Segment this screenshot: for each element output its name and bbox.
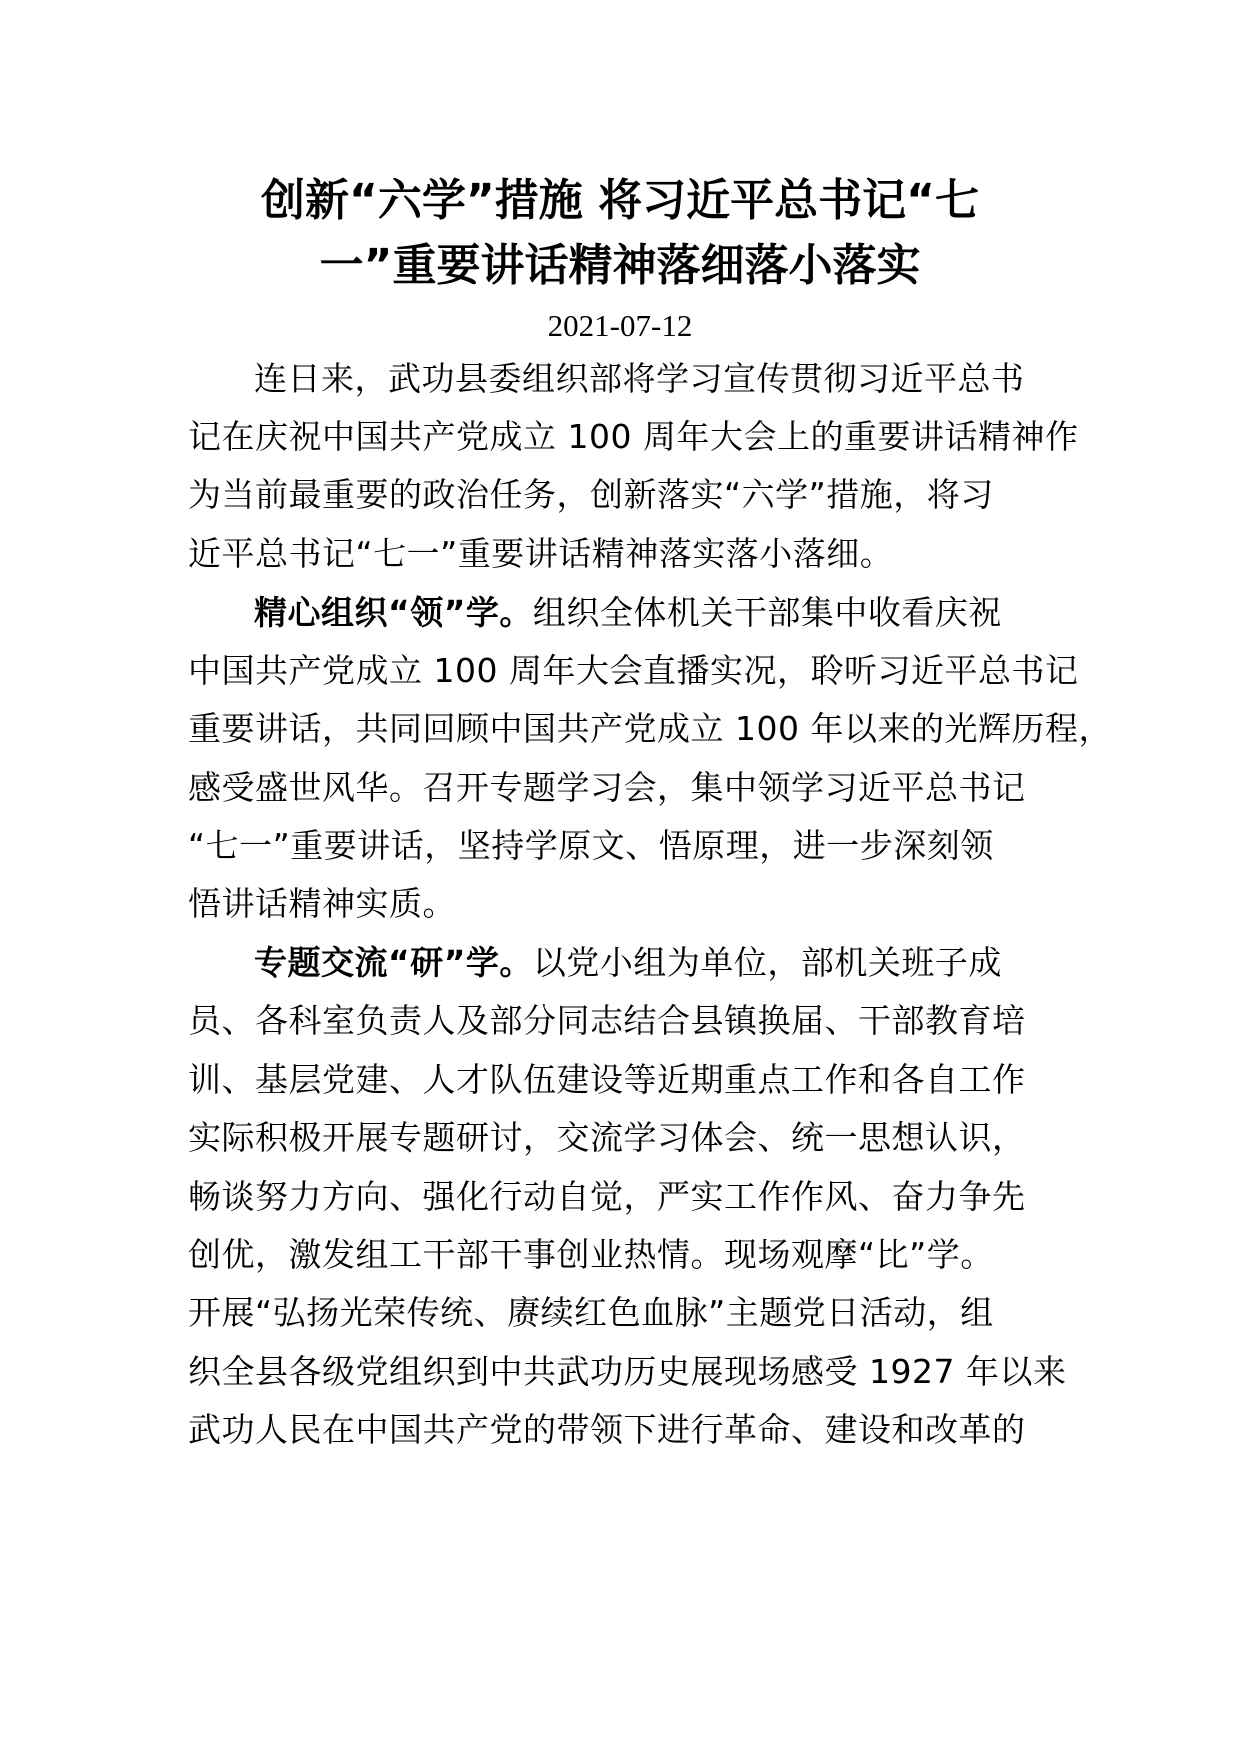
paragraph-1-line-3: 为当前最重要的政治任务，创新落实“六学”措施，将习 (188, 475, 994, 514)
paragraph-2-line-5: “七一”重要讲话，坚持学原文、悟原理，进一步深刻领 (188, 826, 994, 865)
paragraph-2-line-1 (254, 588, 1002, 638)
paragraph-3-line-5: 畅谈努力方向、强化行动自觉，严实工作作风、奋力争先 (188, 1177, 1026, 1216)
paragraph-3-line-8: 织全县各级党组织到中共武功历史展现场感受 1927 年以来 (188, 1352, 1067, 1391)
section-heading-research-study: 专题交流“研”学。 (254, 943, 533, 982)
paragraph-3-line-7: 开展“弘扬光荣传统、赓续红色血脉”主题党日活动，组 (188, 1293, 994, 1332)
paragraph-2-line-3: 重要讲话，共同回顾中国共产党成立 100 年以来的光辉历程， (188, 709, 1112, 748)
article-title-line-1: 创新“六学”措施 将习近平总书记“七 (260, 175, 980, 226)
paragraph-1-line-4: 近平总书记“七一”重要讲话精神落实落小落细。 (188, 534, 894, 573)
paragraph-1-line-2: 记在庆祝中国共产党成立 100 周年大会上的重要讲话精神作 (188, 417, 1079, 456)
paragraph-1-line-1: 连日来，武功县委组织部将学习宣传贯彻习近平总书 (254, 359, 1025, 398)
paragraph-2-first-line-text: 组织全体机关干部集中收看庆祝 (532, 593, 1002, 632)
article-title-line-2: 一”重要讲话精神落细落小落实 (319, 240, 921, 291)
section-heading-lead-study: 精心组织“领”学。 (254, 593, 533, 632)
paragraph-2-line-6: 悟讲话精神实质。 (188, 884, 456, 923)
article-date: 2021-07-12 (547, 308, 693, 343)
paragraph-3-first-line-text: 以党小组为单位，部机关班子成 (532, 943, 1002, 982)
paragraph-3-line-2: 员、各科室负责人及部分同志结合县镇换届、干部教育培 (188, 1001, 1026, 1040)
paragraph-2-line-2: 中国共产党成立 100 周年大会直播实况，聆听习近平总书记 (188, 651, 1079, 690)
paragraph-3-line-9: 武功人民在中国共产党的带领下进行革命、建设和改革的 (188, 1410, 1026, 1449)
paragraph-3-line-6: 创优，激发组工干部干事创业热情。现场观摩“比”学。 (188, 1235, 994, 1274)
paragraph-3-line-1 (254, 938, 1002, 988)
paragraph-3-line-4: 实际积极开展专题研讨，交流学习体会、统一思想认识， (188, 1118, 1026, 1157)
paragraph-3-line-3: 训、基层党建、人才队伍建设等近期重点工作和各自工作 (188, 1060, 1026, 1099)
paragraph-2-line-4: 感受盛世风华。召开专题学习会，集中领学习近平总书记 (188, 768, 1026, 807)
